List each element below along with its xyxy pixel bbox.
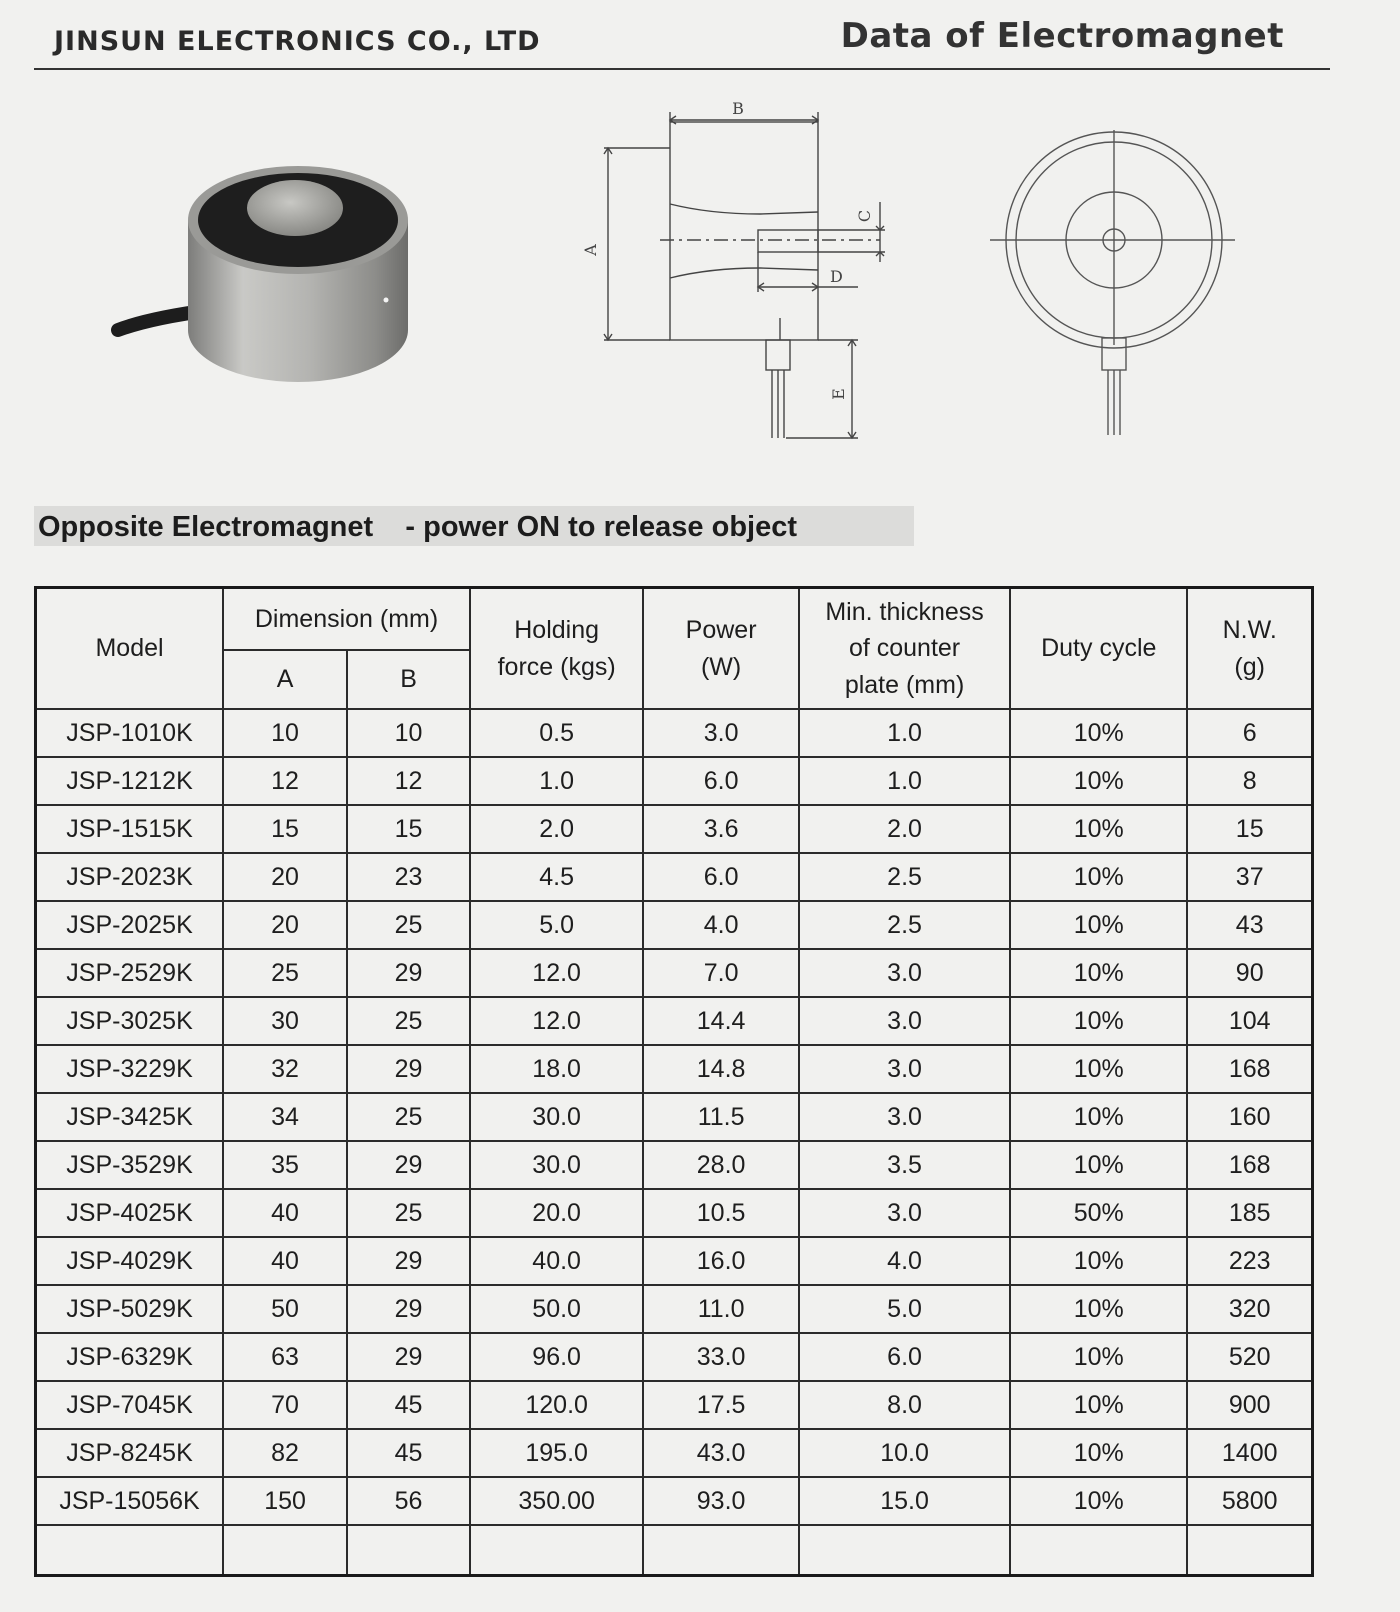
empty-cell <box>1010 1525 1187 1576</box>
cell-net-weight: 5800 <box>1187 1477 1312 1525</box>
cell-holding-force: 50.0 <box>470 1285 643 1333</box>
cell-model: JSP-6329K <box>36 1333 224 1381</box>
cell-dim-a: 34 <box>223 1093 347 1141</box>
section-title-bar <box>34 506 914 546</box>
cell-power: 11.0 <box>643 1285 799 1333</box>
empty-cell <box>347 1525 470 1576</box>
table-row <box>36 853 1313 901</box>
cell-min-thickness: 3.0 <box>799 949 1010 997</box>
electromagnet-spec-table <box>34 586 1314 1577</box>
cell-model: JSP-1212K <box>36 757 224 805</box>
cell-duty-cycle: 10% <box>1010 805 1187 853</box>
cell-min-thickness: 2.5 <box>799 901 1010 949</box>
cell-net-weight: 104 <box>1187 997 1312 1045</box>
cell-net-weight: 185 <box>1187 1189 1312 1237</box>
cell-duty-cycle: 50% <box>1010 1189 1187 1237</box>
cell-model: JSP-2023K <box>36 853 224 901</box>
cell-model: JSP-1010K <box>36 709 224 757</box>
cell-min-thickness: 3.5 <box>799 1141 1010 1189</box>
empty-cell <box>223 1525 347 1576</box>
cell-holding-force: 350.00 <box>470 1477 643 1525</box>
cell-dim-a: 10 <box>223 709 347 757</box>
section-title-main: Opposite Electromagnet <box>38 511 374 543</box>
table-row <box>36 1093 1313 1141</box>
cell-holding-force: 5.0 <box>470 901 643 949</box>
cell-dim-b: 25 <box>347 1093 470 1141</box>
header-dimension: Dimension (mm) <box>223 588 470 651</box>
cell-dim-b: 29 <box>347 1285 470 1333</box>
dim-label-e: E <box>829 388 848 400</box>
cell-min-thickness: 3.0 <box>799 997 1010 1045</box>
cell-model: JSP-3529K <box>36 1141 224 1189</box>
cell-min-thickness: 3.0 <box>799 1189 1010 1237</box>
cell-duty-cycle: 10% <box>1010 757 1187 805</box>
header-dim-b: B <box>347 650 470 709</box>
cell-net-weight: 168 <box>1187 1045 1312 1093</box>
cell-dim-b: 23 <box>347 853 470 901</box>
cell-duty-cycle: 10% <box>1010 1429 1187 1477</box>
empty-cell <box>36 1525 224 1576</box>
cell-dim-a: 63 <box>223 1333 347 1381</box>
cell-holding-force: 12.0 <box>470 949 643 997</box>
cell-duty-cycle: 10% <box>1010 709 1187 757</box>
cell-dim-a: 40 <box>223 1189 347 1237</box>
table-row <box>36 901 1313 949</box>
cell-model: JSP-3229K <box>36 1045 224 1093</box>
cell-dim-a: 50 <box>223 1285 347 1333</box>
header-power: Power (W) <box>643 588 799 710</box>
cell-duty-cycle: 10% <box>1010 1333 1187 1381</box>
table-row <box>36 1429 1313 1477</box>
page-header <box>34 16 1330 70</box>
table-row <box>36 997 1313 1045</box>
cell-model: JSP-2529K <box>36 949 224 997</box>
cell-net-weight: 168 <box>1187 1141 1312 1189</box>
cell-power: 43.0 <box>643 1429 799 1477</box>
cell-min-thickness: 3.0 <box>799 1045 1010 1093</box>
cell-net-weight: 223 <box>1187 1237 1312 1285</box>
cell-dim-a: 12 <box>223 757 347 805</box>
cell-dim-a: 20 <box>223 901 347 949</box>
section-subtitle: - power ON to release object <box>405 511 798 543</box>
cell-min-thickness: 5.0 <box>799 1285 1010 1333</box>
empty-cell <box>470 1525 643 1576</box>
cell-duty-cycle: 10% <box>1010 1381 1187 1429</box>
cell-model: JSP-3425K <box>36 1093 224 1141</box>
cell-power: 28.0 <box>643 1141 799 1189</box>
cell-power: 93.0 <box>643 1477 799 1525</box>
header-net-weight: N.W. (g) <box>1187 588 1312 710</box>
table-row <box>36 1333 1313 1381</box>
cell-net-weight: 900 <box>1187 1381 1312 1429</box>
cell-power: 6.0 <box>643 853 799 901</box>
cell-net-weight: 6 <box>1187 709 1312 757</box>
cell-holding-force: 1.0 <box>470 757 643 805</box>
cell-power: 7.0 <box>643 949 799 997</box>
cell-model: JSP-5029K <box>36 1285 224 1333</box>
cell-net-weight: 15 <box>1187 805 1312 853</box>
cell-duty-cycle: 10% <box>1010 1477 1187 1525</box>
table-row <box>36 1189 1313 1237</box>
cell-dim-a: 25 <box>223 949 347 997</box>
cell-dim-b: 29 <box>347 1045 470 1093</box>
cell-duty-cycle: 10% <box>1010 949 1187 997</box>
cell-dim-b: 12 <box>347 757 470 805</box>
header-dim-a: A <box>223 650 347 709</box>
cell-min-thickness: 6.0 <box>799 1333 1010 1381</box>
cell-model: JSP-1515K <box>36 805 224 853</box>
cell-power: 14.8 <box>643 1045 799 1093</box>
cell-model: JSP-3025K <box>36 997 224 1045</box>
cell-net-weight: 43 <box>1187 901 1312 949</box>
cell-min-thickness: 1.0 <box>799 709 1010 757</box>
dim-label-c: C <box>855 209 874 223</box>
cell-net-weight: 90 <box>1187 949 1312 997</box>
cell-power: 6.0 <box>643 757 799 805</box>
cell-dim-b: 29 <box>347 1141 470 1189</box>
cell-model: JSP-2025K <box>36 901 224 949</box>
cell-holding-force: 12.0 <box>470 997 643 1045</box>
table-row <box>36 1237 1313 1285</box>
cell-power: 4.0 <box>643 901 799 949</box>
cell-duty-cycle: 10% <box>1010 1141 1187 1189</box>
cell-min-thickness: 3.0 <box>799 1093 1010 1141</box>
cell-net-weight: 37 <box>1187 853 1312 901</box>
cell-duty-cycle: 10% <box>1010 853 1187 901</box>
cell-min-thickness: 2.0 <box>799 805 1010 853</box>
cell-power: 17.5 <box>643 1381 799 1429</box>
header-holding-force: Holding force (kgs) <box>470 588 643 710</box>
cell-duty-cycle: 10% <box>1010 1237 1187 1285</box>
cell-duty-cycle: 10% <box>1010 1093 1187 1141</box>
cell-dim-a: 82 <box>223 1429 347 1477</box>
cell-holding-force: 18.0 <box>470 1045 643 1093</box>
cell-dim-b: 10 <box>347 709 470 757</box>
cell-holding-force: 195.0 <box>470 1429 643 1477</box>
cell-power: 3.6 <box>643 805 799 853</box>
table-row <box>36 805 1313 853</box>
cell-holding-force: 120.0 <box>470 1381 643 1429</box>
cell-dim-b: 25 <box>347 997 470 1045</box>
table-row <box>36 1141 1313 1189</box>
cell-power: 33.0 <box>643 1333 799 1381</box>
table-row <box>36 949 1313 997</box>
table-row <box>36 1045 1313 1093</box>
cell-holding-force: 40.0 <box>470 1237 643 1285</box>
empty-cell <box>799 1525 1010 1576</box>
electromagnet-photo <box>110 150 430 400</box>
cell-power: 3.0 <box>643 709 799 757</box>
cell-holding-force: 30.0 <box>470 1093 643 1141</box>
cell-min-thickness: 15.0 <box>799 1477 1010 1525</box>
cell-holding-force: 2.0 <box>470 805 643 853</box>
cell-dim-b: 29 <box>347 1333 470 1381</box>
cell-min-thickness: 8.0 <box>799 1381 1010 1429</box>
cell-holding-force: 96.0 <box>470 1333 643 1381</box>
cell-min-thickness: 1.0 <box>799 757 1010 805</box>
cell-net-weight: 520 <box>1187 1333 1312 1381</box>
cell-dim-a: 40 <box>223 1237 347 1285</box>
cell-model: JSP-4029K <box>36 1237 224 1285</box>
cell-net-weight: 1400 <box>1187 1429 1312 1477</box>
cell-net-weight: 8 <box>1187 757 1312 805</box>
company-name: JINSUN ELECTRONICS CO., LTD <box>54 26 541 57</box>
cell-dim-b: 29 <box>347 949 470 997</box>
top-view-drawing <box>1010 130 1280 460</box>
cell-duty-cycle: 10% <box>1010 901 1187 949</box>
cell-dim-b: 25 <box>347 1189 470 1237</box>
cell-duty-cycle: 10% <box>1010 997 1187 1045</box>
empty-cell <box>643 1525 799 1576</box>
cell-power: 16.0 <box>643 1237 799 1285</box>
cell-holding-force: 20.0 <box>470 1189 643 1237</box>
document-title: Data of Electromagnet <box>840 16 1284 56</box>
empty-row <box>36 1525 1313 1576</box>
cell-duty-cycle: 10% <box>1010 1285 1187 1333</box>
cell-dim-b: 45 <box>347 1381 470 1429</box>
cell-dim-a: 15 <box>223 805 347 853</box>
cell-model: JSP-7045K <box>36 1381 224 1429</box>
cell-net-weight: 160 <box>1187 1093 1312 1141</box>
cell-holding-force: 4.5 <box>470 853 643 901</box>
cell-model: JSP-15056K <box>36 1477 224 1525</box>
table-row <box>36 757 1313 805</box>
empty-cell <box>1187 1525 1312 1576</box>
cell-dim-b: 15 <box>347 805 470 853</box>
table-row <box>36 709 1313 757</box>
cell-duty-cycle: 10% <box>1010 1045 1187 1093</box>
cell-dim-b: 45 <box>347 1429 470 1477</box>
cell-dim-a: 32 <box>223 1045 347 1093</box>
cell-holding-force: 30.0 <box>470 1141 643 1189</box>
cell-dim-b: 25 <box>347 901 470 949</box>
header-model: Model <box>36 588 224 710</box>
table-row <box>36 1285 1313 1333</box>
cell-power: 11.5 <box>643 1093 799 1141</box>
dim-label-a: A <box>581 244 600 256</box>
cell-dim-a: 30 <box>223 997 347 1045</box>
cell-dim-a: 70 <box>223 1381 347 1429</box>
cell-dim-a: 150 <box>223 1477 347 1525</box>
cell-min-thickness: 4.0 <box>799 1237 1010 1285</box>
header-min-thickness: Min. thickness of counter plate (mm) <box>799 588 1010 710</box>
cell-dim-b: 56 <box>347 1477 470 1525</box>
section-title <box>38 511 797 544</box>
side-view-drawing <box>581 92 920 462</box>
cell-net-weight: 320 <box>1187 1285 1312 1333</box>
cell-model: JSP-4025K <box>36 1189 224 1237</box>
table-row <box>36 1477 1313 1525</box>
cell-dim-b: 29 <box>347 1237 470 1285</box>
cell-power: 10.5 <box>643 1189 799 1237</box>
dim-label-d: D <box>830 267 843 286</box>
cell-holding-force: 0.5 <box>470 709 643 757</box>
cell-min-thickness: 10.0 <box>799 1429 1010 1477</box>
cell-power: 14.4 <box>643 997 799 1045</box>
cell-dim-a: 35 <box>223 1141 347 1189</box>
cell-min-thickness: 2.5 <box>799 853 1010 901</box>
dim-label-b: B <box>732 99 744 118</box>
cell-dim-a: 20 <box>223 853 347 901</box>
header-duty-cycle: Duty cycle <box>1010 588 1187 710</box>
table-row <box>36 1381 1313 1429</box>
cell-model: JSP-8245K <box>36 1429 224 1477</box>
